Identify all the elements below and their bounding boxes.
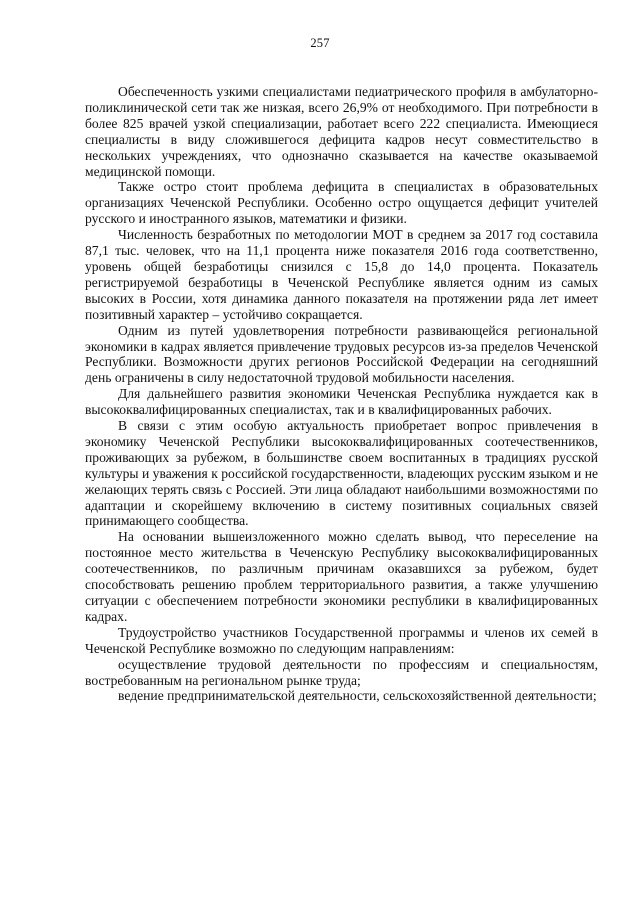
- paragraph: Также остро стоит проблема дефицита в специалистах в образовательных организациях Чеченской Республики. Особенно остро ощущается дефицит учителей русского и иностранного языков, математики и физики.: [85, 179, 598, 227]
- paragraph: Обеспеченность узкими специалистами педиатрического профиля в амбулаторно-поликлинической сети так же низкая, всего 26,9% от необходимого. При потребности в более 825 врачей узкой специализации, работает всего 222 специалиста. Имеющиеся специалисты в виду сложившегося дефицита кадров несут совместительство в нескольких учреждениях, что однозначно сказывается на качестве оказываемой медицинской помощи.: [85, 84, 598, 179]
- paragraph: В связи с этим особую актуальность приобретает вопрос привлечения в экономику Чеченской Республики высококвалифицированных соотечественников, проживающих за рубежом, в большинстве своем воспитанных в традициях русской культуры и уважения к российской государственности, владеющих русским языком и не желающих терять связь с Россией. Эти лица обладают наибольшими возможностями по адаптации и скорейшему включению в систему позитивных социальных связей принимающего сообщества.: [85, 418, 598, 529]
- paragraph: Трудоустройство участников Государственной программы и членов их семей в Чеченской Республике возможно по следующим направлениям:: [85, 624, 598, 656]
- paragraph: осуществление трудовой деятельности по профессиям и специальностям, востребованным на региональном рынке труда;: [85, 656, 598, 688]
- paragraph: На основании вышеизложенного можно сделать вывод, что переселение на постоянное место жительства в Чеченскую Республику высококвалифицированных соотечественников, по различным причинам оказавшихся за рубежом, будет способствовать решению проблем территориального развития, а также улучшению ситуации с обеспечением потребности экономики республики в квалифицированных кадрах.: [85, 529, 598, 624]
- paragraph: Одним из путей удовлетворения потребности развивающейся региональной экономики в кадрах является привлечение трудовых ресурсов из-за пределов Чеченской Республики. Возможности других регионов Российской Федерации на сегодняшний день ограничены в силу недостаточной трудовой мобильности населения.: [85, 322, 598, 386]
- paragraph: Для дальнейшего развития экономики Чеченская Республика нуждается как в высококвалифицированных специалистах, так и в квалифицированных рабочих.: [85, 386, 598, 418]
- page-number: 257: [310, 36, 330, 50]
- paragraph: ведение предпринимательской деятельности, сельскохозяйственной деятельности;: [118, 688, 597, 704]
- paragraph: Численность безработных по методологии МОТ в среднем за 2017 год составила 87,1 тыс. человек, что на 11,1 процента ниже показателя 2016 года соответственно, уровень общей безработицы снизился с 15,8 до 14,0 процента. Показатель регистрируемой безработицы в Чеченской Республике является одним из самых высоких в России, хотя динамика данного показателя на протяжении ряда лет имеет позитивный характер – устойчиво сокращается.: [85, 227, 598, 322]
- document-body: [85, 84, 598, 704]
